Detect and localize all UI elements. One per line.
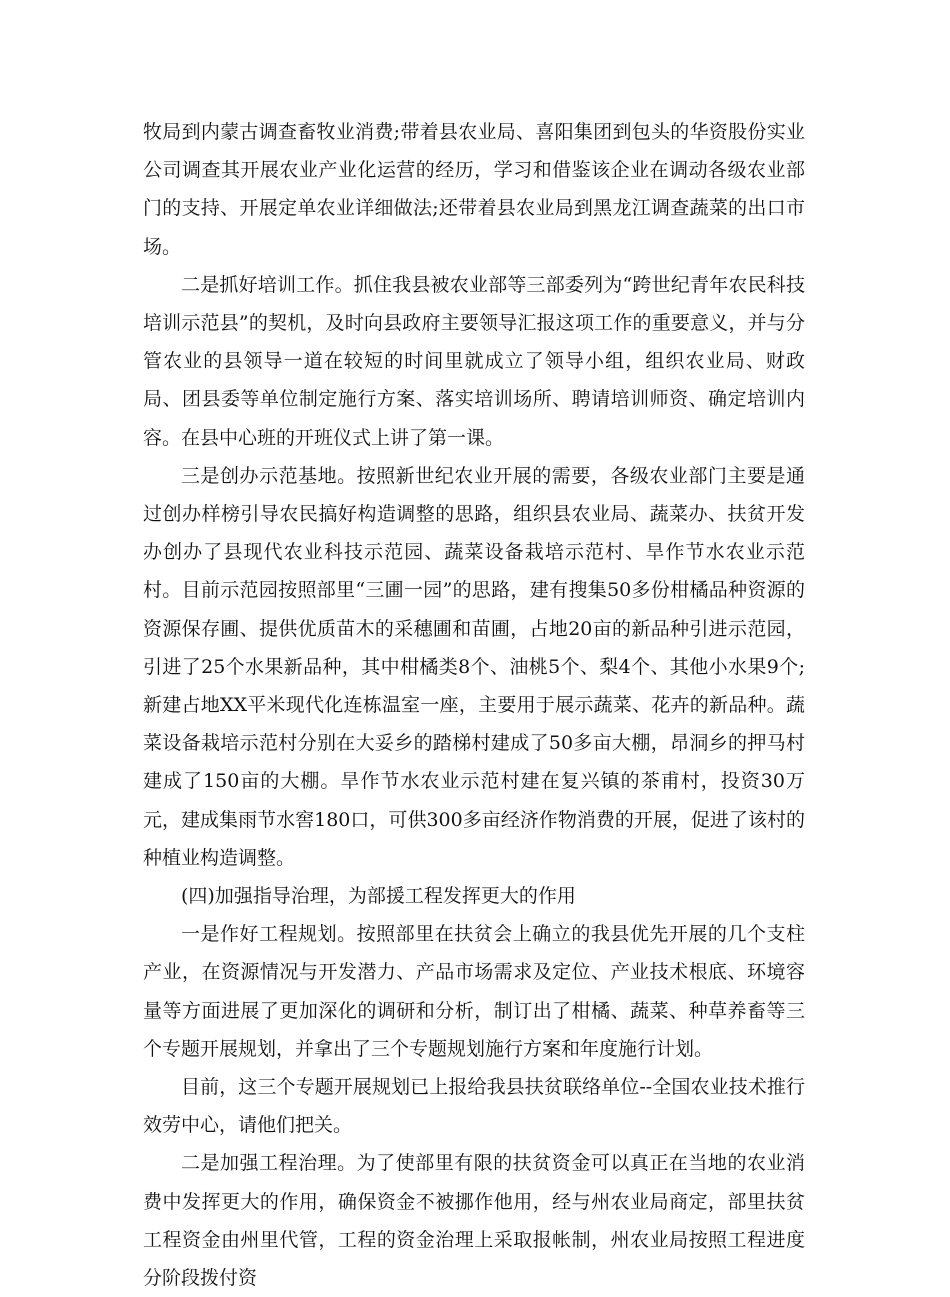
paragraph-3: 三是创办示范基地。按照新世纪农业开展的需要，各级农业部门主要是通过创办样榜引导农民搞好构造调整的思路，组织县农业局、蔬菜办、扶贫开发办创办了县现代农业科技示范园、蔬菜设备栽培示范村、旱作节水农业示范村。目前示范园按照部里“三圃一园”的思路，建有搜集50多份柑橘品种资源的资源保存圃、提供优质苗木的采穗圃和苗圃，占地20亩的新品种引进示范园，引进了25个水果新品种，其中柑橘类8个、油桃5个、梨4个、其他小水果9个;新建占地XX平米现代化连栋温室一座，主要用于展示蔬菜、花卉的新品种。蔬菜设备栽培示范村分别在大妥乡的踏梯村建成了50多亩大棚，昂洞乡的押马村建成了150亩的大棚。旱作节水农业示范村建在复兴镇的茶甫村，投资30万元，建成集雨节水窖180口，可供300多亩经济作物消费的开展，促进了该村的种植业构造调整。 — [143, 464, 805, 869]
paragraph-6: 目前，这三个专题开展规划已上报给我县扶贫联络单位--全国农业技术推行效劳中心，请他们把关。 — [143, 1076, 805, 1137]
paragraph-5: 一是作好工程规划。按照部里在扶贫会上确立的我县优先开展的几个支柱产业，在资源情况与开发潜力、产品市场需求及定位、产业技术根底、环境容量等方面进展了更加深化的调研和分析，制订出了柑橘、蔬菜、种草养畜等三个专题开展规划，并拿出了三个专题规划施行方案和年度施行计划。 — [143, 923, 805, 1060]
section-heading: (四)加强指导治理，为部援工程发挥更大的作用 — [181, 885, 576, 908]
paragraph-7: 二是加强工程治理。为了使部里有限的扶贫资金可以真正在当地的农业消费中发挥更大的作用，确保资金不被挪作他用，经与州农业局商定，部里扶贫工程资金由州里代管，工程的资金治理上采取报帐制，州农业局按照工程进度分阶段拨付资 — [143, 1152, 805, 1290]
paragraph-1: 牧局到内蒙古调查畜牧业消费;带着县农业局、喜阳集团到包头的华资股份实业公司调查其开展农业产业化运营的经历，学习和借鉴该企业在调动各级农业部门的支持、开展定单农业详细做法;还带着县农业局到黑龙江调查蔬菜的出口市场。 — [143, 121, 805, 258]
paragraph-2: 二是抓好培训工作。抓住我县被农业部等三部委列为“跨世纪青年农民科技培训示范县”的契机，及时向县政府主要领导汇报这项工作的重要意义，并与分管农业的县领导一道在较短的时间里就成立了领导小组，组织农业局、财政局、团县委等单位制定施行方案、落实培训场所、聘请培训师资、确定培训内容。在县中心班的开班仪式上讲了第一课。 — [143, 273, 805, 449]
document-body — [143, 113, 805, 1297]
